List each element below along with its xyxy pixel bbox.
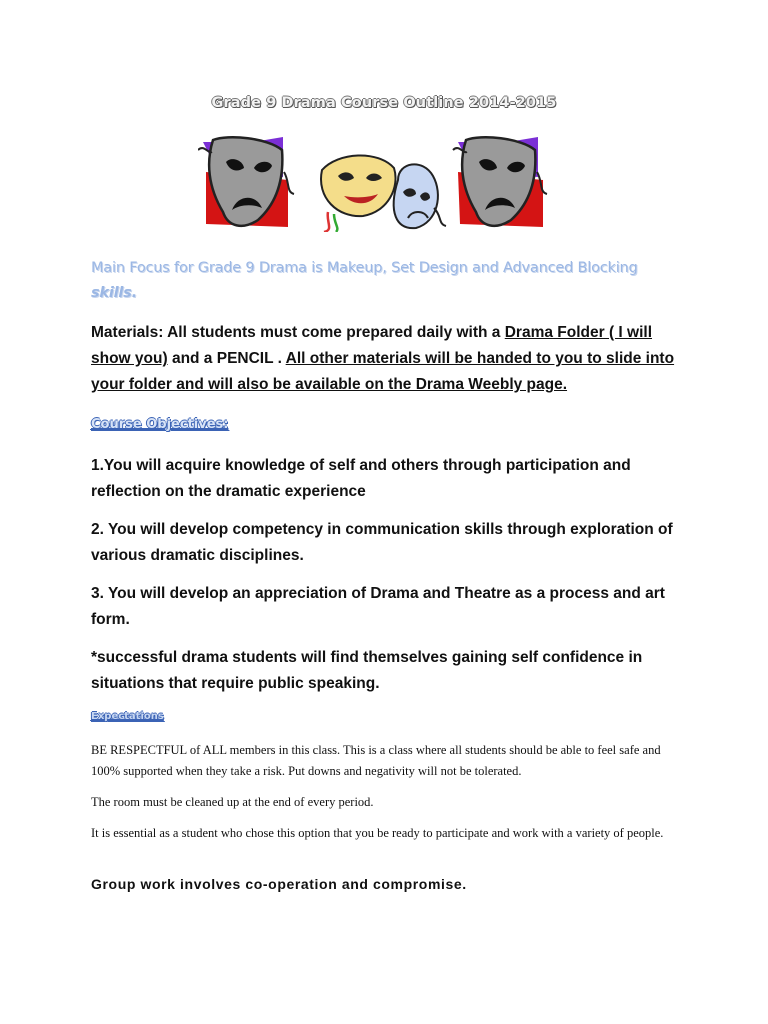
tragedy-mask-icon [453,137,547,227]
objective-item-1: 1.You will acquire knowledge of self and others through participation and reflection on the dramatic experience [91,457,631,500]
expectation-item-1: BE RESPECTFUL of ALL members in this class. This is a class where all students should be able to feel safe and 100% supported when they take a risk. Put downs and negativity will not be tolerated. [91,743,661,778]
expectations-heading: Expectations [91,711,164,722]
objective-note: *successful drama students will find themselves gaining self confidence in situations that require public speaking. [91,649,643,692]
materials-other: All other materials will be handed to you to slide into your folder and will also be available on the Drama Weebly page. [91,350,675,393]
expectation-item-3: It is essential as a student who chose this option that you be ready to participate and work with a variety of people. [91,826,664,840]
objective-item-2: 2. You will develop competency in communication skills through exploration of various dramatic disciplines. [91,521,673,564]
drama-masks-banner [198,132,558,232]
focus-line-2: skills. [91,285,137,301]
expectation-item-2: The room must be cleaned up at the end of every period. [91,795,374,809]
main-focus-heading [91,256,671,306]
materials-paragraph [91,320,681,398]
group-work-statement: Group work involves co-operation and compromise. [91,876,467,892]
page-title: Grade 9 Drama Course Outline 2014-2015 [211,95,557,111]
focus-line-1: Main Focus for Grade 9 Drama is Makeup, Set Design and Advanced Blocking [91,260,638,276]
comedy-tragedy-masks-icon [321,155,446,232]
objective-item-3: 3. You will develop an appreciation of Drama and Theatre as a process and art form. [91,585,665,628]
materials-drama-folder: Drama Folder ( I will show you) [91,324,653,367]
materials-pencil: and a PENCIL . [167,350,286,367]
tragedy-mask-icon [198,137,294,227]
course-objectives-heading: Course Objectives: [91,417,229,432]
materials-intro: Materials: All students must come prepared daily with a [91,324,505,341]
